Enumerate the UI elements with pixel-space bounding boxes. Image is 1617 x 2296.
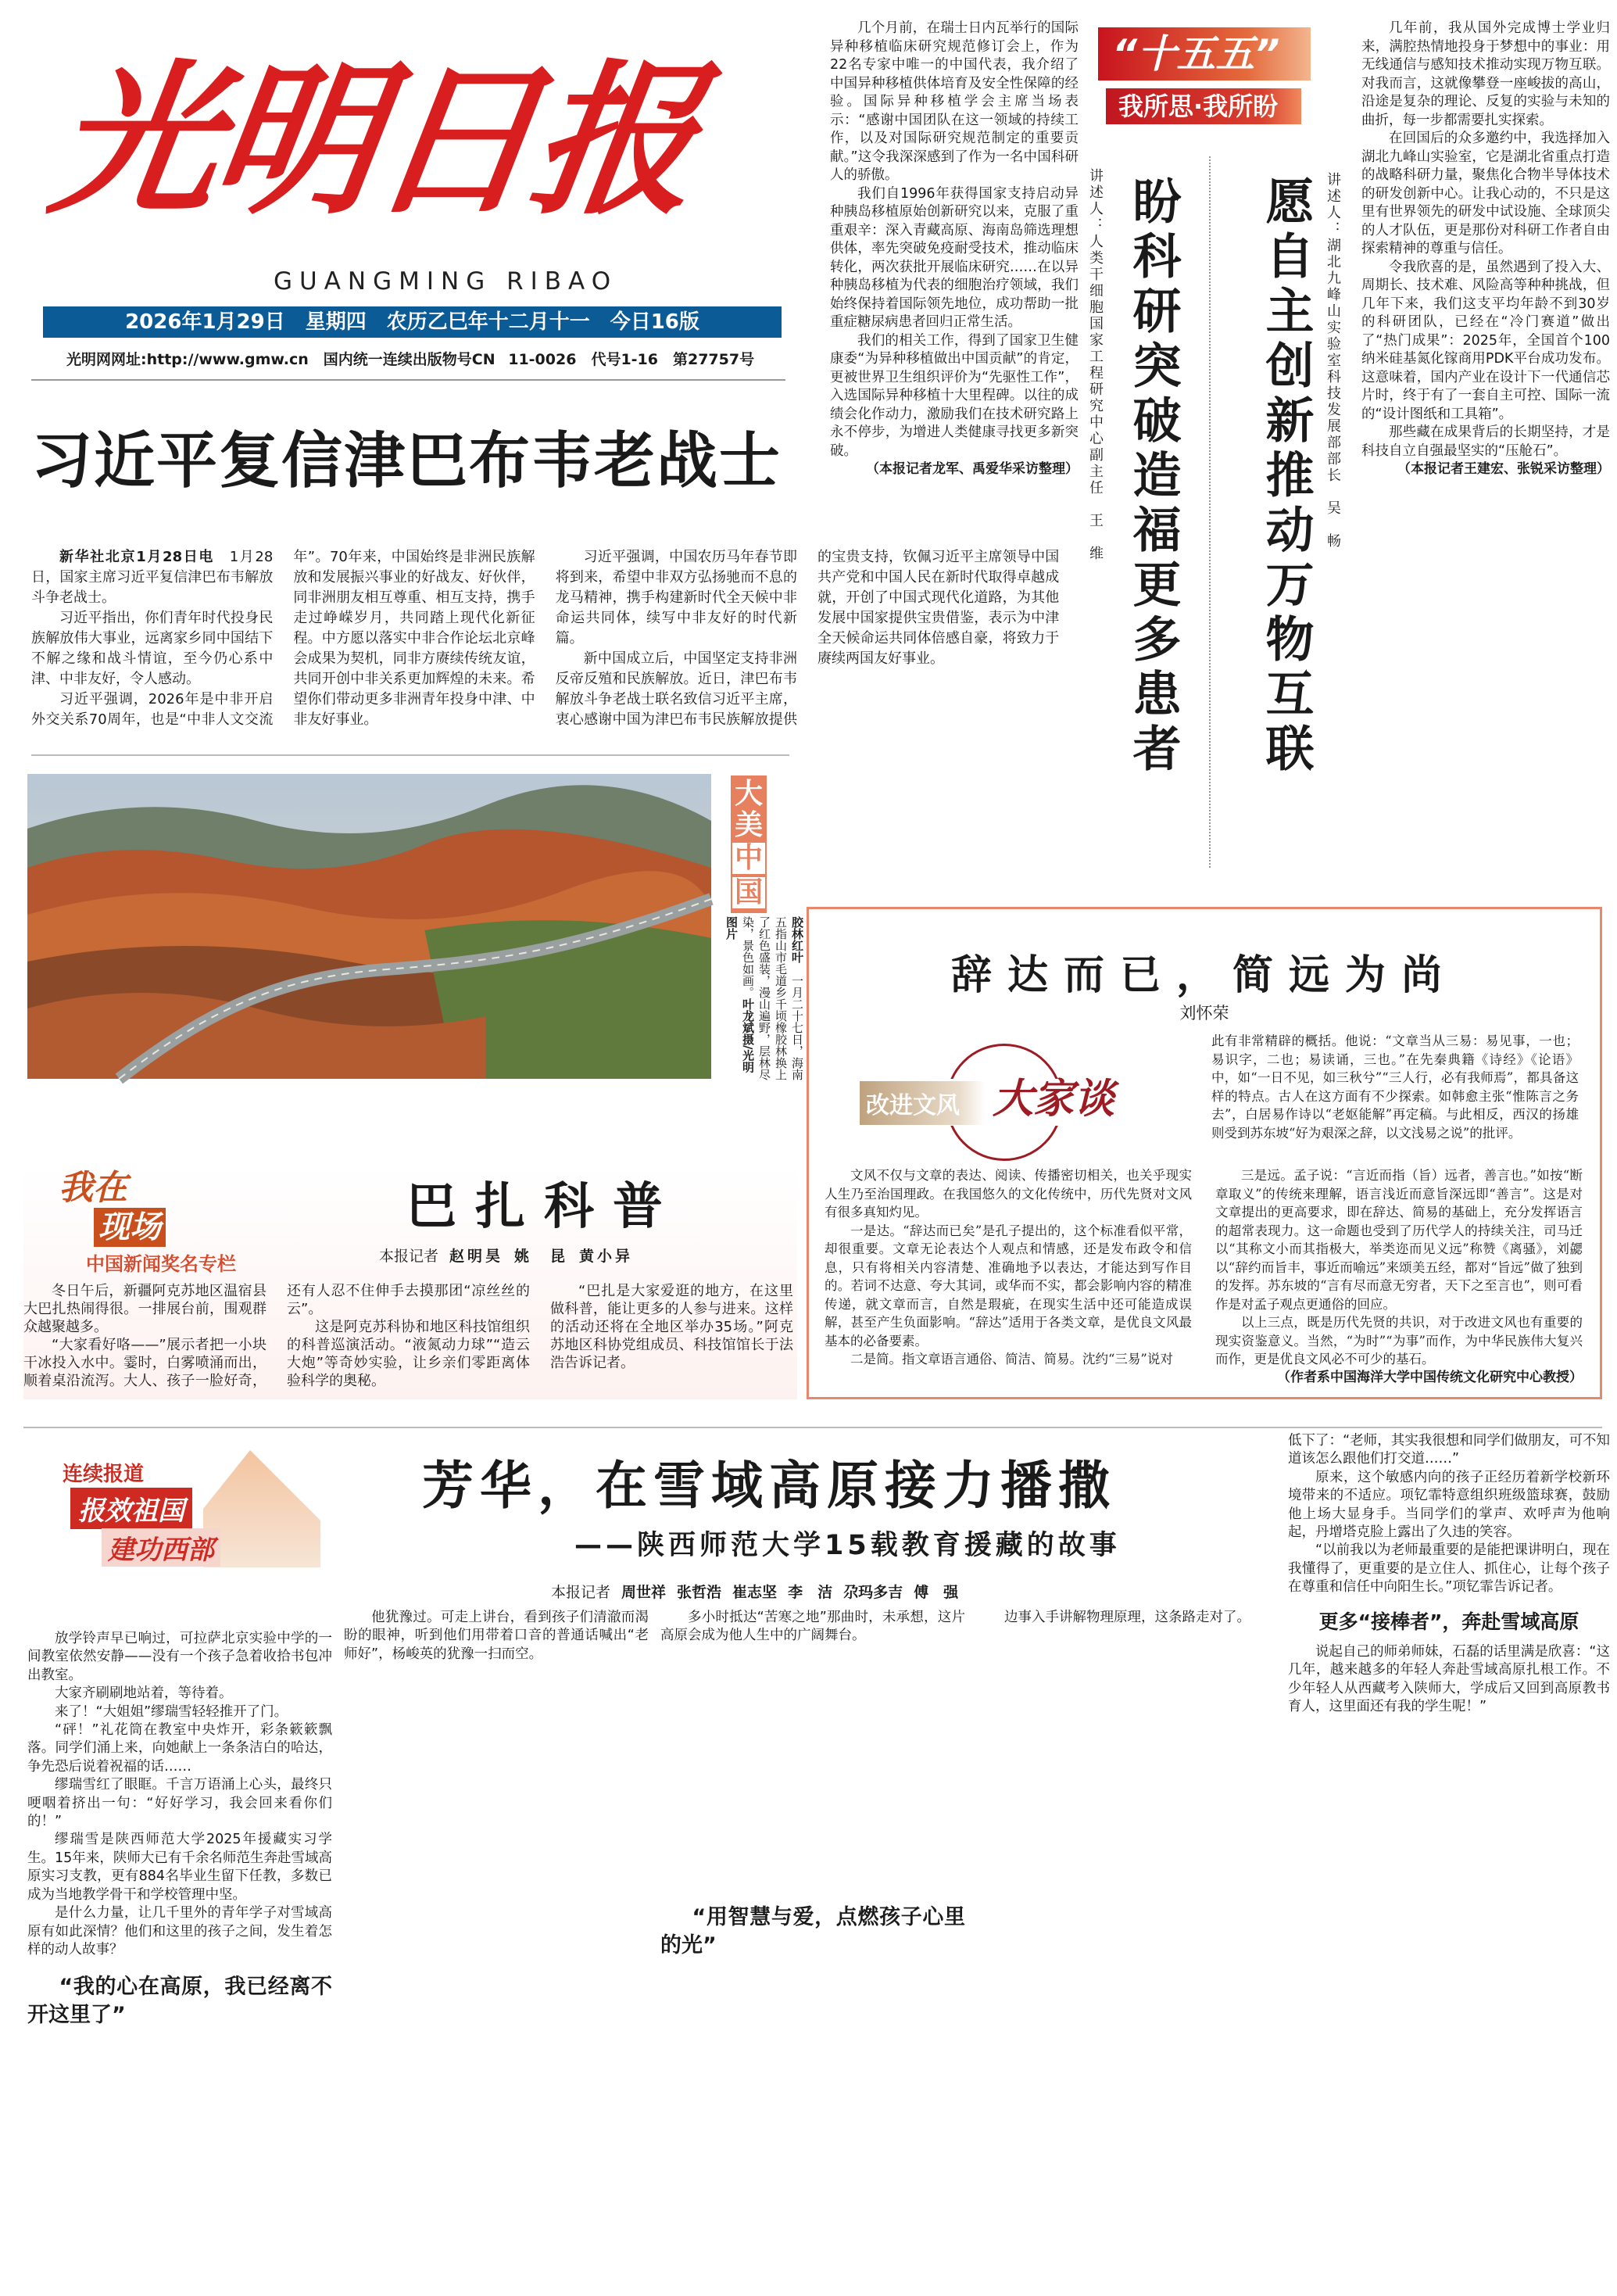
logo-text: 现场 bbox=[94, 1208, 166, 1247]
series-right-headline: 愿自主创新推动万物互联 bbox=[1257, 176, 1315, 778]
series-left-headline: 盼科研突破造福更多患者 bbox=[1125, 176, 1182, 778]
dotted-divider bbox=[1209, 156, 1211, 868]
publication-info: 光明网网址:http://www.gmw.cn 国内统一连续出版物号CN 11-0026 代号1-16 第27757号 bbox=[66, 351, 755, 368]
divider bbox=[23, 1427, 1602, 1428]
photo-section-tag bbox=[731, 775, 767, 913]
feature-column bbox=[1288, 1432, 1610, 2292]
rubber-forest-photo bbox=[27, 774, 711, 1079]
paragraph: 说起自己的师弟师妹，石磊的话里满是欣喜：“这几年，越来越多的年轻人奔赴雪域高原扎根工作。不少年轻人从西藏考入陕师大，学成后又回到高原教书育人，这里面还有我的学生呢！” bbox=[1288, 1644, 1610, 1715]
paragraph: “以前我以为老师最重要的是能把课讲明白，现在我懂得了，更重要的是立住人、抓住心，让每个孩子在尊重和信任中向阳生长。”项钇霏告诉记者。 bbox=[1288, 1542, 1610, 1596]
reporter: 赵明昊 bbox=[449, 1248, 504, 1265]
reporter: 尕玛多吉 bbox=[843, 1584, 903, 1601]
essay-author: 刘怀荣 bbox=[1179, 1004, 1229, 1023]
series-banner bbox=[1082, 27, 1348, 145]
paragraph: 多小时抵达“苦寒之地”那曲时，未承想，这片高原会成为他人生中的广阔舞台。 bbox=[660, 1610, 965, 1644]
tag-char: 国 bbox=[731, 876, 767, 910]
banner-title: “十五五” bbox=[1098, 27, 1311, 81]
column-label: 中国新闻奖名专栏 bbox=[86, 1253, 236, 1275]
logo-text: 我在 bbox=[59, 1168, 127, 1208]
paragraph: “大家看好咯——”展示者把一小块干冰投入水中。霎时，白雾喷涌而出，顺着桌沿流泻。大人、孩子一脸好奇，还有人忍不住伸手去摸那团“凉丝丝的云”。 bbox=[23, 1283, 530, 1389]
paragraph: 1月28日，国家主席习近平复信津巴布韦解放斗争老战士。 bbox=[31, 549, 274, 606]
paragraph: 三是远。孟子说：“言近而指（旨）远者，善言也。”如按“断章取义”的传统来理解，语言浅近而意旨深远即“善言”。这是对文章提出的更高要求，即在辞达、简易的基础上，充分发挥语言的超常表现力。这一命题也受到了历代学人的持续关注，司马迁以“其称文小而其指极大，举类迩而见义远”称赞《离骚》，刘勰以“辞约而旨丰，事近而喻远”来颂美五经，都对“旨远”做了独到的发挥。苏东坡的“言有尽而意无穷者，天下之至言也”，则可看作是对孟子观点更通俗的回应。 bbox=[1215, 1168, 1583, 1312]
subheading: “用智慧与爱，点燃孩子心里的光” bbox=[660, 1904, 965, 1958]
feature-column bbox=[977, 1609, 1278, 2289]
paragraph: 此有非常精辟的概括。他说：“文章当从三易：易见事，一也；易识字，二也；易读诵，三也。”在先秦典籍《诗经》《论语》中，如“一日不见，如三秋兮”“三人行，必有我师焉”，都具备这样的特点。古人在这方面有不少探索。如韩愈主张“惟陈言之务去”，白居易作诗以“老妪能解”再定稿。与此相反，西汉的扬雄则受到苏东坡“好为艰深之辞，以文浅易之说”的批评。 bbox=[1211, 1033, 1579, 1141]
series-line: 报效祖国 bbox=[70, 1488, 192, 1529]
paragraph: “巴扎是大家爱逛的地方，在这里做科普，能让更多的人参与进来。这样的活动还将在全地区举办35场。”阿克苏地区科协党组成员、科技馆馆长于法浩告诉记者。 bbox=[550, 1283, 793, 1371]
byline bbox=[379, 1245, 633, 1266]
tag-char: 大 bbox=[734, 778, 763, 810]
feature-headline: 芳华，在雪域高原接力播撒 bbox=[422, 1455, 1116, 1516]
date-bar: 2026年1月29日 星期四 农历乙巳年十二月十一 今日16版 bbox=[43, 306, 782, 338]
paragraph: 二是简。指文章语言通俗、简洁、简易。沈约“三易”说对 bbox=[850, 1352, 1173, 1366]
tag-char: 美 bbox=[734, 809, 763, 841]
series-right-body bbox=[1361, 20, 1610, 817]
paragraph: 大家齐刷刷地站着，等待着。 bbox=[55, 1685, 233, 1702]
byline bbox=[551, 1581, 958, 1602]
lead-article-body bbox=[31, 547, 1060, 743]
paragraph: 以上三点，既是历代先贤的共识，对于改进文风也有重要的现实资鉴意义。当然，“为时”“为事”而作，为中华民族伟大复兴而作，更是优良文风必不可少的基石。 bbox=[1215, 1315, 1583, 1366]
lead-headline: 习近平复信津巴布韦老战士 bbox=[31, 426, 782, 496]
speaker: 讲述人：湖北九峰山实验室科技发展部部长 吴 畅 bbox=[1325, 172, 1341, 550]
essay-body bbox=[825, 1166, 1583, 1393]
paragraph: 新中国成立后，中国坚定支持非洲反帝反殖和民族解放。近日，津巴布韦解放斗争老战士联名致信习近平主席，衷心感谢中国为津巴布韦民族解放提供的宝贵支持，钦佩习近平主席领导中国共产党和中国人民在新时代取得卓越成就，开创了中国式现代化道路，为其他发展中国家提供宝贵借鉴，表示为中津全天候命运共同体倍感自豪，将致力于赓续两国友好事业。 bbox=[555, 549, 1060, 728]
caption-text: 一月二十七日，海南五指山市毛道乡千顷橡胶林换上了红色盛装，漫山遍野，层林尽染，景色如画。 bbox=[741, 916, 804, 1080]
paragraph: 一是达。“辞达而已矣”是孔子提出的，这个标准看似平常，却很重要。文章无论表达个人观点和情感，还是发布政令和信息，只有将相关内容清楚、准确地予以表达，才能达到写作目的。若词不达意、夸大其词，或华而不实，都会影响内容的精准传递，就文章而言，自然是瑕疵，在现实生活中还可能造成误解，甚至产生负面影响。“辞达”适用于各类文章，是优良文风最基本的必备要素。 bbox=[825, 1223, 1192, 1349]
essay-body-top bbox=[1211, 1032, 1579, 1163]
byline-label: 本报记者 bbox=[551, 1584, 611, 1601]
feature-column bbox=[660, 1609, 965, 2289]
series-label: 连续报道 bbox=[63, 1463, 145, 1486]
paragraph: 来了！“大姐姐”缪瑞雪轻轻推开了门。 bbox=[55, 1703, 288, 1720]
tag-char: 中 bbox=[731, 841, 767, 876]
reporter: 崔志坚 bbox=[732, 1584, 778, 1601]
logo-text: 改进文风 bbox=[860, 1081, 985, 1125]
photo-caption bbox=[717, 916, 805, 1084]
credit: （作者系中国海洋大学中国传统文化研究中心教授） bbox=[1277, 1369, 1583, 1385]
mountain-graphic bbox=[203, 1450, 320, 1567]
credit: （本报记者龙军、禹爱华采访整理） bbox=[866, 461, 1079, 477]
paragraph: 我们自1996年获得国家支持启动异种胰岛移植原始创新研究以来，克服了重重艰辛：深入青藏高原、海南岛筛选理想供体，率先突破免疫耐受技术，推动临床转化，两次获批开展临床研究……在以异种胰岛移植为代表的细胞治疗领域，我们始终保持着国际领先地位，成功帮助一批重症糖尿病患者回归正常生活。 bbox=[830, 185, 1079, 330]
series-left-body bbox=[830, 20, 1079, 817]
paragraph: 缪瑞雪红了眼眶。千言万语涌上心头，最终只哽咽着挤出一句：“好好学习，我会回来看你们的！” bbox=[27, 1777, 332, 1830]
dateline: 新华社北京1月28日电 bbox=[59, 549, 215, 565]
paragraph: 我们的相关工作，得到了国家卫生健康委“为异种移植做出中国贡献”的肯定，更被世界卫生组织评价为“先驱性工作”，入选国际异种移植十大里程碑。以往的成绩会化作动力，激励我们在技术研究路上永不停步，为增进人类健康寻找更多新突破。 bbox=[830, 332, 1079, 459]
paragraph: 低下了：“老师，其实我很想和同学们做朋友，可不知道该怎么跟他们打交道……” bbox=[1288, 1433, 1610, 1467]
paragraph: 习近平强调，2026年是中非开启外交关系70周年，也是“中非人文交流年”。70年来，中国始终是非洲民族解放和发展振兴事业的好战友、好伙伴，同非洲朋友相互尊重、相互支持，携手走过峥嵘岁月，共同踏上现代化新征程。中方愿以落实中非合作论坛北京峰会成果为契机，同非方赓续传统友谊，共同开创中非关系更加辉煌的未来。希望你们带动更多非洲青年投身中津、中非友好事业。 bbox=[31, 549, 535, 728]
paragraph: 几个月前，在瑞士日内瓦举行的国际异种移植临床研究规范修订会上，作为22名专家中唯一的中国代表，我介绍了中国异种移植供体培育及安全性保障的经验。国际异种移植学会主席当场表示：“感谢中国团队在这一领域的持续工作，以及对国际研究规范制定的重要贡献。”这令我深深感到了作为一名中国科研人的骄傲。 bbox=[830, 20, 1079, 183]
feature-subheadline: ——陕西师范大学15载教育援藏的故事 bbox=[574, 1530, 1121, 1561]
scene-article-body bbox=[23, 1282, 793, 1395]
divider bbox=[31, 379, 785, 381]
paragraph: 那些藏在成果背后的长期坚持，才是科技自立自强最坚实的“压舱石”。 bbox=[1361, 424, 1610, 459]
masthead-pinyin: GUANGMING RIBAO bbox=[274, 267, 618, 296]
reporter: 姚 昆 bbox=[514, 1248, 569, 1265]
feature-column bbox=[344, 1609, 649, 2289]
byline-label: 本报记者 bbox=[379, 1248, 439, 1265]
paragraph: 边事入手讲解物理原理，这条路走对了。 bbox=[1004, 1610, 1250, 1625]
paragraph: “砰！”礼花筒在教室中央炸开，彩条簌簌飘落。同学们涌上来，向她献上一条条洁白的哈达，争先恐后说着祝福的话…… bbox=[27, 1722, 332, 1775]
reporter: 傅 强 bbox=[914, 1584, 959, 1601]
paragraph: 习近平强调，中国农历马年春节即将到来，希望中非双方弘扬驰而不息的龙马精神，携手构建新时代全天候中非命运共同体，续写中非友好的时代新篇。 bbox=[555, 549, 797, 647]
banner-subtitle: 我所思·我所盼 bbox=[1106, 88, 1301, 124]
reporter: 黄小异 bbox=[579, 1248, 634, 1265]
paragraph: 原来，这个敏感内向的孩子正经历着新学校新环境带来的不适应。项钇霏特意组织班级篮球赛，鼓励他上场大显身手。当同学们的掌声、欢呼声为他响起，丹增塔克脸上露出了久违的笑容。 bbox=[1288, 1469, 1610, 1541]
masthead-logo: 光明日报 bbox=[41, 44, 707, 237]
paragraph: 是什么力量，让几千里外的青年学子对雪域高原有如此深情？他们和这里的孩子之间，发生着怎样的动人故事？ bbox=[27, 1905, 332, 1958]
paragraph: 文风不仅与文章的表达、阅读、传播密切相关，也关乎现实人生乃至治国理政。在我国悠久的文化传统中，历代先贤对文风有很多真知灼见。 bbox=[825, 1168, 1192, 1220]
subheading: 更多“接棒者”，奔赴雪域高原 bbox=[1318, 1610, 1579, 1633]
logo-script: 大家谈 bbox=[993, 1075, 1115, 1123]
photo-credit: 叶龙斌摄/光明图片 bbox=[724, 916, 755, 1073]
essay-headline: 辞达而已，简远为尚 bbox=[950, 952, 1458, 999]
paragraph: 在回国后的众多邀约中，我选择加入湖北九峰山实验室，它是湖北省重点打造的战略科研力量，聚焦化合物半导体技术的研发创新中心。让我心动的，不只是这里有世界领先的研发中试设施、全球顶尖的人才队伍，更是那份对科研工作者自由探索精神的尊重与信任。 bbox=[1361, 131, 1610, 256]
credit: （本报记者王建宏、张锐采访整理） bbox=[1397, 461, 1610, 477]
on-the-scene-logo bbox=[59, 1169, 238, 1251]
speaker: 讲述人：人类干细胞国家工程研究中心副主任 王 维 bbox=[1087, 168, 1104, 562]
paragraph: 冬日午后，新疆阿克苏地区温宿县大巴扎热闹得很。一排展台前，围观群众越聚越多。 bbox=[23, 1283, 267, 1335]
series-logo bbox=[47, 1450, 320, 1575]
paragraph: 放学铃声早已响过，可拉萨北京实验中学的一间教室依然安静——没有一个孩子急着收拾书包冲出教室。 bbox=[27, 1631, 332, 1683]
paragraph: 他犹豫过。可走上讲台，看到孩子们清澈而渴盼的眼神，听到他们用带着口音的普通话喊出“老师好”，杨峻英的犹豫一扫而空。 bbox=[344, 1610, 649, 1662]
series-line: 建功西部 bbox=[102, 1528, 220, 1567]
paragraph: 习近平指出，你们青年时代投身民族解放伟大事业，远离家乡同中国结下不解之缘和战斗情谊，至今仍心系中津、中非友好，令人感动。 bbox=[31, 610, 274, 687]
paragraph: 这是阿克苏科协和地区科技馆组织的科普巡演活动。“液氮动力球”“造云大炮”等奇妙实验，让乡亲们零距离体验科学的奥秘。 bbox=[287, 1319, 530, 1389]
caption-title: 胶林红叶 bbox=[790, 916, 804, 963]
reporter: 李 洁 bbox=[788, 1584, 833, 1601]
paragraph: 几年前，我从国外完成博士学业归来，满腔热情地投身于梦想中的事业：用无线通信与感知技术推动实现万物互联。对我而言，这就像攀登一座峻拔的高山，沿途是复杂的理论、反复的实验与未知的曲折，每一步都需要扎实探索。 bbox=[1361, 20, 1610, 128]
scene-headline: 巴扎科普 bbox=[406, 1177, 682, 1236]
feature-column bbox=[27, 1630, 332, 2287]
paragraph: 令我欣喜的是，虽然遇到了投入大、周期长、技术难、风险高等种种挑战，但几年下来，我们这支平均年龄不到30岁的科研团队，已经在“冷门赛道”做出了“热门成果”：2025年，全国首个100纳米硅基氮化镓商用PDK平台成功发布。这意味着，国内产业在设计下一代通信芯片时，终于有了一套自主可控、国际一流的“设计图纸和工具箱”。 bbox=[1361, 259, 1610, 422]
divider bbox=[31, 754, 789, 756]
reporter: 张哲浩 bbox=[677, 1584, 722, 1601]
reporter: 周世祥 bbox=[621, 1584, 667, 1601]
paragraph: 缪瑞雪是陕西师范大学2025年援藏实习学生。15年来，陕师大已有千余名师范生奔赴雪域高原实习支教，更有884名毕业生留下任教，多数已成为当地教学骨干和学校管理中坚。 bbox=[27, 1832, 332, 1903]
subheading: “我的心在高原，我已经离不开这里了” bbox=[27, 1975, 332, 2028]
improve-writing-style-logo bbox=[860, 1044, 1172, 1161]
